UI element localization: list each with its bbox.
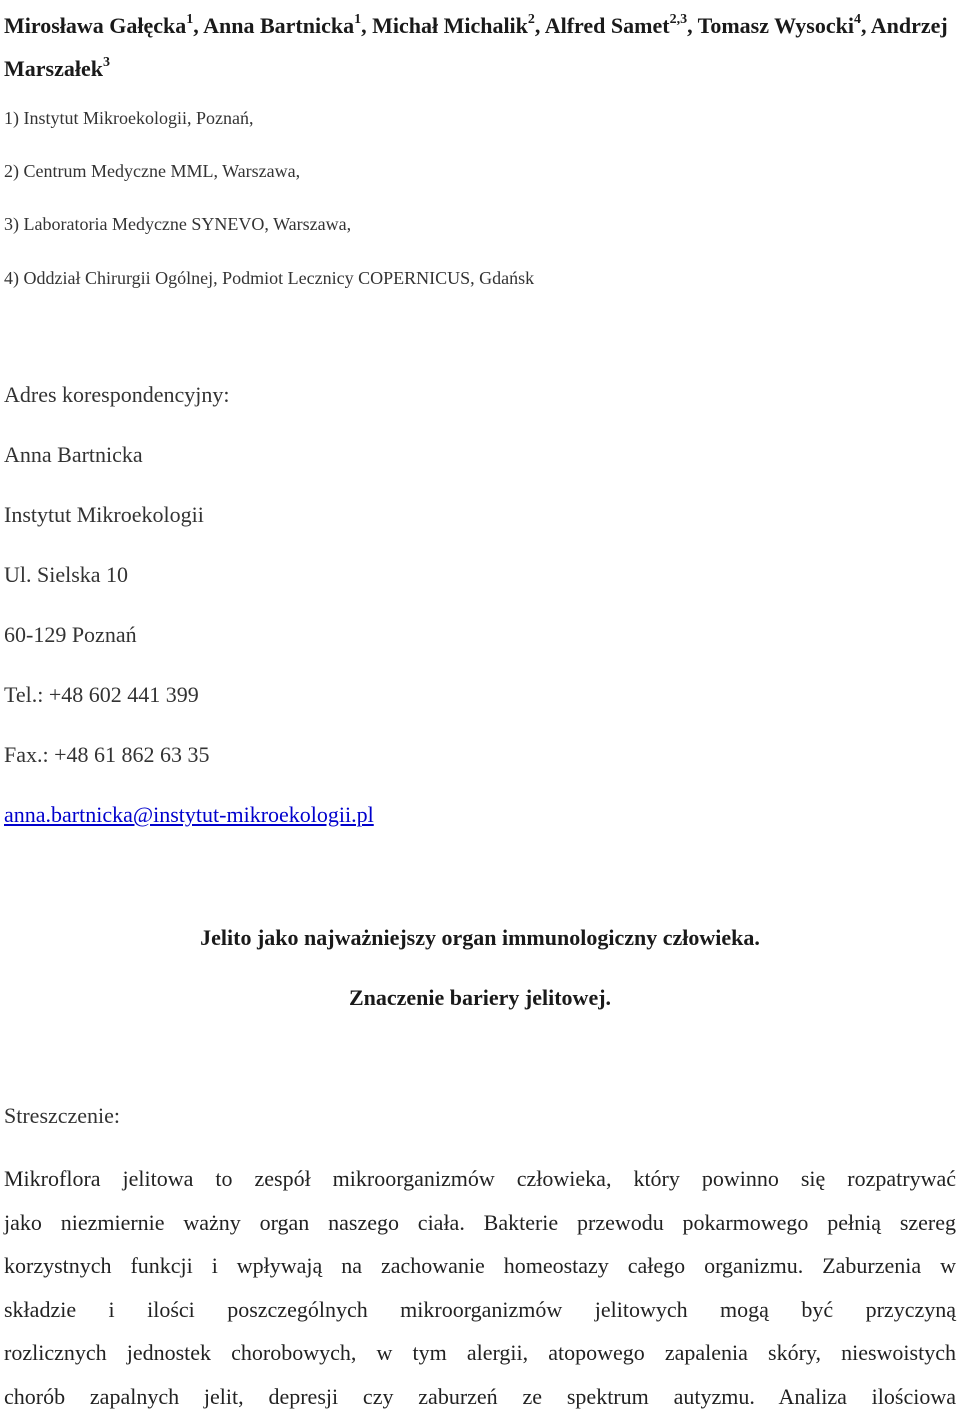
author-affiliation-mark: 2 bbox=[527, 11, 535, 27]
author-name: Alfred Samet bbox=[544, 13, 670, 38]
correspondence-phone: Tel.: +48 602 441 399 bbox=[4, 682, 199, 707]
abstract-line: chorób zapalnych jelit, depresji czy zaburzeń ze spektrum autyzmu. Analiza ilościowa bbox=[4, 1383, 956, 1409]
correspondence-name: Anna Bartnicka bbox=[4, 442, 143, 467]
abstract-label: Streszczenie: bbox=[4, 1103, 121, 1128]
author-affiliation-mark: 4 bbox=[853, 11, 861, 27]
article-title-line-2: Znaczenie bariery jelitowej. bbox=[348, 985, 612, 1010]
affiliation-4: 4) Oddział Chirurgii Ogólnej, Podmiot Lecznicy COPERNICUS, Gdańsk bbox=[4, 268, 535, 288]
affiliation-3: 3) Laboratoria Medyczne SYNEVO, Warszawa, bbox=[4, 214, 352, 234]
abstract-line: jako niezmiernie ważny organ naszego ciała. Bakterie przewodu pokarmowego pełnią szereg bbox=[4, 1209, 956, 1235]
author-affiliation-mark: 1 bbox=[186, 11, 194, 27]
author-affiliation-mark: 2,3 bbox=[669, 11, 688, 27]
abstract-line: składzie i ilości poszczególnych mikroorganizmów jelitowych mogą być przyczyną bbox=[4, 1296, 956, 1322]
correspondence-street: Ul. Sielska 10 bbox=[4, 562, 129, 587]
author-name: Tomasz Wysocki bbox=[697, 13, 854, 38]
abstract-line: Mikroflora jelitowa to zespół mikroorganizmów człowieka, który powinno się rozpatrywać bbox=[4, 1166, 956, 1191]
article-title-line-1: Jelito jako najważniejszy organ immunologiczny człowieka. bbox=[200, 925, 760, 950]
author-list: Mirosława Gałęcka$^1$, Anna Bartnicka$^1$, Michał Michalik$^2$, Alfred Samet$^{2,3}$, Tomasz Wysocki$^4$, Andrzej Marszałek$^3$ bbox=[4, 11, 948, 81]
author-name: Michał Michalik bbox=[372, 13, 528, 38]
correspondence-city: 60-129 Poznań bbox=[4, 622, 137, 647]
correspondence-email-link[interactable]: anna.bartnicka@instytut-mikroekologii.pl bbox=[4, 802, 374, 827]
author-affiliation-mark: 3 bbox=[102, 54, 110, 70]
author-name: Andrzej Marszałek bbox=[4, 13, 948, 81]
author-name: Mirosława Gałęcka bbox=[4, 13, 187, 38]
correspondence-label: Adres korespondencyjny: bbox=[4, 382, 230, 407]
affiliation-1: 1) Instytut Mikroekologii, Poznań, bbox=[4, 108, 254, 128]
correspondence-institution: Instytut Mikroekologii bbox=[4, 502, 204, 527]
abstract-text bbox=[4, 1157, 956, 1419]
correspondence-fax: Fax.: +48 61 862 63 35 bbox=[4, 742, 210, 767]
author-affiliation-mark: 1 bbox=[354, 11, 362, 27]
affiliation-2: 2) Centrum Medyczne MML, Warszawa, bbox=[4, 161, 301, 181]
author-name: Anna Bartnicka bbox=[203, 13, 355, 38]
abstract-line: rozlicznych jednostek chorobowych, w tym alergii, atopowego zapalenia skóry, nieswoistych bbox=[4, 1340, 956, 1366]
abstract-line: korzystnych funkcji i wpływają na zachowanie homeostazy całego organizmu. Zaburzenia w bbox=[4, 1253, 956, 1279]
